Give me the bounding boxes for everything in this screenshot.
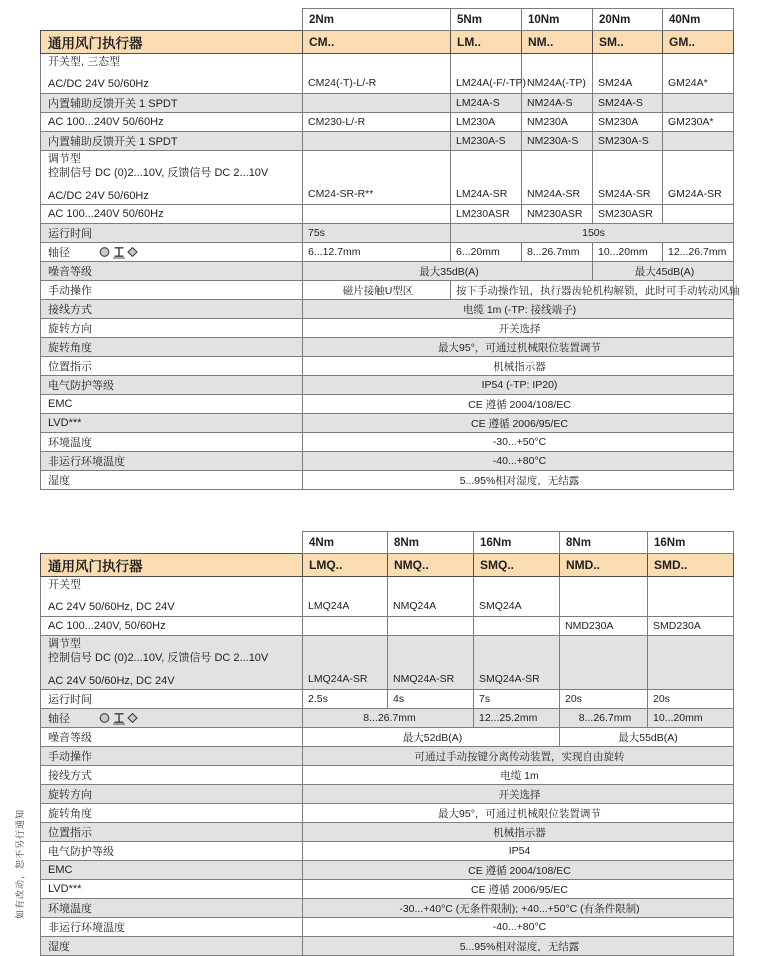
torque-header: 20Nm: [593, 9, 663, 31]
row-label: 内置辅助反馈开关 1 SPDT: [41, 132, 303, 151]
model-cell: NMD230A: [560, 617, 648, 636]
table-title: 通用风门执行器: [41, 31, 303, 54]
row-label: LVD***: [41, 414, 303, 433]
voltage-label: AC/DC 24V 50/60Hz: [48, 78, 149, 90]
row-label: 非运行环境温度: [41, 918, 303, 937]
model-cell: [303, 617, 388, 636]
row-label: 接线方式: [41, 300, 303, 319]
model-cell: SM230ASR: [593, 205, 663, 224]
row-protection-class: [41, 842, 734, 861]
torque-header: 2Nm: [303, 9, 451, 31]
model-cell: [560, 577, 648, 617]
torque-header-row: [41, 532, 734, 554]
row-label: EMC: [41, 395, 303, 414]
spec-value: 机械指示器: [303, 357, 734, 376]
spec-value: 5...95%相对湿度，无结露: [303, 471, 734, 490]
torque-header-row: [41, 9, 734, 31]
model-cell: [648, 636, 734, 690]
model-cell: [663, 132, 734, 151]
model-cell: SM24A-S: [593, 94, 663, 113]
spec-value: 12...25.2mm: [474, 709, 560, 728]
row-label: LVD***: [41, 880, 303, 899]
row-switching-230v: [41, 617, 734, 636]
product-family-row: [41, 554, 734, 577]
section-label: 调节型: [48, 638, 81, 650]
spec-value: 最大95°，可通过机械限位装置调节: [303, 338, 734, 357]
model-series: NMQ..: [388, 554, 474, 577]
row-label: 环境温度: [41, 433, 303, 452]
model-cell: CM230-L/-R: [303, 113, 451, 132]
row-emc: [41, 395, 734, 414]
spec-value: -30...+40°C (无条件限制); +40...+50°C (有条件限制): [303, 899, 734, 918]
model-series: GM..: [663, 31, 734, 54]
row-storage-temp: [41, 452, 734, 471]
row-manual-operation: [41, 747, 734, 766]
row-wiring: [41, 300, 734, 319]
spec-value: 最大45dB(A): [593, 262, 734, 281]
row-rotation-angle: [41, 804, 734, 823]
spec-value: 8...26.7mm: [303, 709, 474, 728]
model-series: SMQ..: [474, 554, 560, 577]
spec-value: 20s: [560, 690, 648, 709]
row-protection-class: [41, 376, 734, 395]
row-label: [41, 636, 303, 690]
model-cell: SMD230A: [648, 617, 734, 636]
spec-value: -40...+80°C: [303, 918, 734, 937]
row-label: AC 100...240V 50/60Hz: [41, 113, 303, 132]
model-cell: NM230A-S: [522, 132, 593, 151]
row-humidity: [41, 937, 734, 956]
row-label: [41, 709, 303, 728]
spec-value: 8...26.7mm: [522, 243, 593, 262]
model-cell: GM24A*: [663, 54, 734, 94]
torque-header: 16Nm: [648, 532, 734, 554]
spec-value: 最大95°，可通过机械限位装置调节: [303, 804, 734, 823]
voltage-label: AC 24V 50/60Hz, DC 24V: [48, 675, 175, 687]
row-modulating-24v: [41, 151, 734, 205]
spec-value: 75s: [303, 224, 451, 243]
row-manual-operation: [41, 281, 734, 300]
row-label: 手动操作: [41, 747, 303, 766]
spec-value: 按下手动操作钮，执行器齿轮机构解锁，此时可手动转动风轴: [451, 281, 734, 300]
model-cell: LM230ASR: [451, 205, 522, 224]
row-rotation-angle: [41, 338, 734, 357]
row-emc: [41, 861, 734, 880]
spec-value: CE 遵循 2006/95/EC: [303, 880, 734, 899]
torque-header: 16Nm: [474, 532, 560, 554]
row-label: [41, 577, 303, 617]
spec-value: 6...20mm: [451, 243, 522, 262]
row-label-text: 轴径: [48, 713, 70, 725]
row-humidity: [41, 471, 734, 490]
model-cell: NM230A: [522, 113, 593, 132]
model-cell: NM24A(-TP): [522, 54, 593, 94]
model-cell: [303, 94, 451, 113]
row-label: 手动操作: [41, 281, 303, 300]
model-cell: NM230ASR: [522, 205, 593, 224]
torque-header: 4Nm: [303, 532, 388, 554]
model-series: LM..: [451, 31, 522, 54]
model-cell: LMQ24A: [303, 577, 388, 617]
model-cell: NMQ24A: [388, 577, 474, 617]
shaft-shapes-icon: [98, 712, 140, 725]
row-label: 运行时间: [41, 690, 303, 709]
row-label: 位置指示: [41, 357, 303, 376]
torque-header: 8Nm: [388, 532, 474, 554]
model-cell: SM230A: [593, 113, 663, 132]
spec-value: CE 遵循 2004/108/EC: [303, 861, 734, 880]
model-cell: SM230A-S: [593, 132, 663, 151]
row-label: 非运行环境温度: [41, 452, 303, 471]
model-series: SM..: [593, 31, 663, 54]
model-cell: GM230A*: [663, 113, 734, 132]
spec-value: 最大52dB(A): [303, 728, 560, 747]
spec-value: 开关选择: [303, 319, 734, 338]
model-series: SMD..: [648, 554, 734, 577]
row-wiring: [41, 766, 734, 785]
model-cell: SM24A-SR: [593, 151, 663, 205]
row-label-text: 轴径: [48, 247, 70, 259]
row-modulating-230v: [41, 205, 734, 224]
table-title: 通用风门执行器: [41, 554, 303, 577]
row-rotation-direction: [41, 319, 734, 338]
spec-value: 机械指示器: [303, 823, 734, 842]
row-label: 位置指示: [41, 823, 303, 842]
spec-value: 7s: [474, 690, 560, 709]
model-cell: SMQ24A-SR: [474, 636, 560, 690]
signal-label: 控制信号 DC (0)2...10V, 反馈信号 DC 2...10V: [48, 167, 269, 179]
torque-header: 5Nm: [451, 9, 522, 31]
actuator-spec-table-1: [40, 8, 740, 490]
row-running-time: [41, 690, 734, 709]
model-cell: LM230A: [451, 113, 522, 132]
row-noise-level: [41, 262, 734, 281]
row-running-time: [41, 224, 734, 243]
row-switching-24v: [41, 577, 734, 617]
model-cell: SM24A: [593, 54, 663, 94]
torque-header: 8Nm: [560, 532, 648, 554]
model-cell: [648, 577, 734, 617]
model-series: CM..: [303, 31, 451, 54]
blank-corner-cell: [41, 9, 303, 31]
spec-value: 12...26.7mm: [663, 243, 734, 262]
model-cell: LM230A-S: [451, 132, 522, 151]
row-label: 噪音等级: [41, 262, 303, 281]
row-label: AC 100...240V 50/60Hz: [41, 205, 303, 224]
model-cell: LM24A-SR: [451, 151, 522, 205]
row-position-indication: [41, 357, 734, 376]
model-cell: [663, 94, 734, 113]
spec-value: 2.5s: [303, 690, 388, 709]
model-cell: CM24(-T)-L/-R: [303, 54, 451, 94]
section-label: 开关型: [48, 579, 81, 591]
spec-value: 电缆 1m (-TP: 接线端子): [303, 300, 734, 319]
spec-value: 最大55dB(A): [560, 728, 734, 747]
row-ambient-temp: [41, 433, 734, 452]
row-lvd: [41, 414, 734, 433]
row-noise-level: [41, 728, 734, 747]
row-storage-temp: [41, 918, 734, 937]
row-label: [41, 151, 303, 205]
row-modulating-24v: [41, 636, 734, 690]
spec-value: -40...+80°C: [303, 452, 734, 471]
datasheet-page: [0, 8, 770, 953]
spec-value: 8...26.7mm: [560, 709, 648, 728]
row-aux-switch-230v: [41, 132, 734, 151]
spec-value: 开关选择: [303, 785, 734, 804]
row-label: 旋转角度: [41, 804, 303, 823]
signal-label: 控制信号 DC (0)2...10V, 反馈信号 DC 2...10V: [48, 652, 269, 664]
row-label: 旋转角度: [41, 338, 303, 357]
row-label: [41, 54, 303, 94]
spec-value: 可通过手动按键分离传动装置，实现自由旋转: [303, 747, 734, 766]
product-family-row: [41, 31, 734, 54]
model-cell: CM24-SR-R**: [303, 151, 451, 205]
model-series: NM..: [522, 31, 593, 54]
spec-value: 20s: [648, 690, 734, 709]
row-label: 电气防护等级: [41, 842, 303, 861]
row-label: 运行时间: [41, 224, 303, 243]
subject-to-change-note: 如有改动，恕不另行通知: [15, 808, 25, 919]
row-label: 噪音等级: [41, 728, 303, 747]
model-cell: NM24A-SR: [522, 151, 593, 205]
model-cell: [303, 132, 451, 151]
model-cell: LMQ24A-SR: [303, 636, 388, 690]
row-label: AC 100...240V, 50/60Hz: [41, 617, 303, 636]
voltage-label: AC 24V 50/60Hz, DC 24V: [48, 601, 175, 613]
row-shaft-diameter: [41, 709, 734, 728]
model-cell: LM24A-S: [451, 94, 522, 113]
spec-value: -30...+50°C: [303, 433, 734, 452]
row-position-indication: [41, 823, 734, 842]
row-rotation-direction: [41, 785, 734, 804]
row-label: 湿度: [41, 471, 303, 490]
row-ambient-temp: [41, 899, 734, 918]
spec-value: IP54 (-TP: IP20): [303, 376, 734, 395]
row-label: 内置辅助反馈开关 1 SPDT: [41, 94, 303, 113]
model-cell: NM24A-S: [522, 94, 593, 113]
model-cell: LM24A(-F/-TP): [451, 54, 522, 94]
model-cell: [560, 636, 648, 690]
model-cell: NMQ24A-SR: [388, 636, 474, 690]
row-label: 湿度: [41, 937, 303, 956]
model-cell: [303, 205, 451, 224]
spec-value: 最大35dB(A): [303, 262, 593, 281]
model-series: LMQ..: [303, 554, 388, 577]
row-aux-switch-24v: [41, 94, 734, 113]
spec-value: IP54: [303, 842, 734, 861]
row-switching-230v: [41, 113, 734, 132]
spec-value: 磁片接触U型区: [303, 281, 451, 300]
row-shaft-diameter: [41, 243, 734, 262]
row-label: EMC: [41, 861, 303, 880]
row-label: 接线方式: [41, 766, 303, 785]
row-label: 旋转方向: [41, 785, 303, 804]
spec-value: CE 遵循 2006/95/EC: [303, 414, 734, 433]
row-label: 电气防护等级: [41, 376, 303, 395]
voltage-label: AC/DC 24V 50/60Hz: [48, 190, 149, 202]
row-lvd: [41, 880, 734, 899]
spec-value: 电缆 1m: [303, 766, 734, 785]
spec-value: 10...20mm: [648, 709, 734, 728]
spec-value: CE 遵循 2004/108/EC: [303, 395, 734, 414]
blank-corner-cell: [41, 532, 303, 554]
actuator-spec-table-2: [40, 531, 734, 956]
section-label: 开关型, 三态型: [48, 56, 121, 68]
row-label: [41, 243, 303, 262]
spec-value: 6...12.7mm: [303, 243, 451, 262]
torque-header: 40Nm: [663, 9, 734, 31]
model-cell: [388, 617, 474, 636]
model-cell: [663, 205, 734, 224]
model-cell: [474, 617, 560, 636]
model-series: NMD..: [560, 554, 648, 577]
torque-header: 10Nm: [522, 9, 593, 31]
row-label: 旋转方向: [41, 319, 303, 338]
row-label: 环境温度: [41, 899, 303, 918]
model-cell: SMQ24A: [474, 577, 560, 617]
row-switching-24v: [41, 54, 734, 94]
model-cell: GM24A-SR: [663, 151, 734, 205]
spec-value: 150s: [451, 224, 734, 243]
shaft-shapes-icon: [98, 246, 140, 259]
spec-value: 5...95%相对湿度，无结露: [303, 937, 734, 956]
spec-value: 10...20mm: [593, 243, 663, 262]
spec-value: 4s: [388, 690, 474, 709]
section-label: 调节型: [48, 153, 81, 165]
